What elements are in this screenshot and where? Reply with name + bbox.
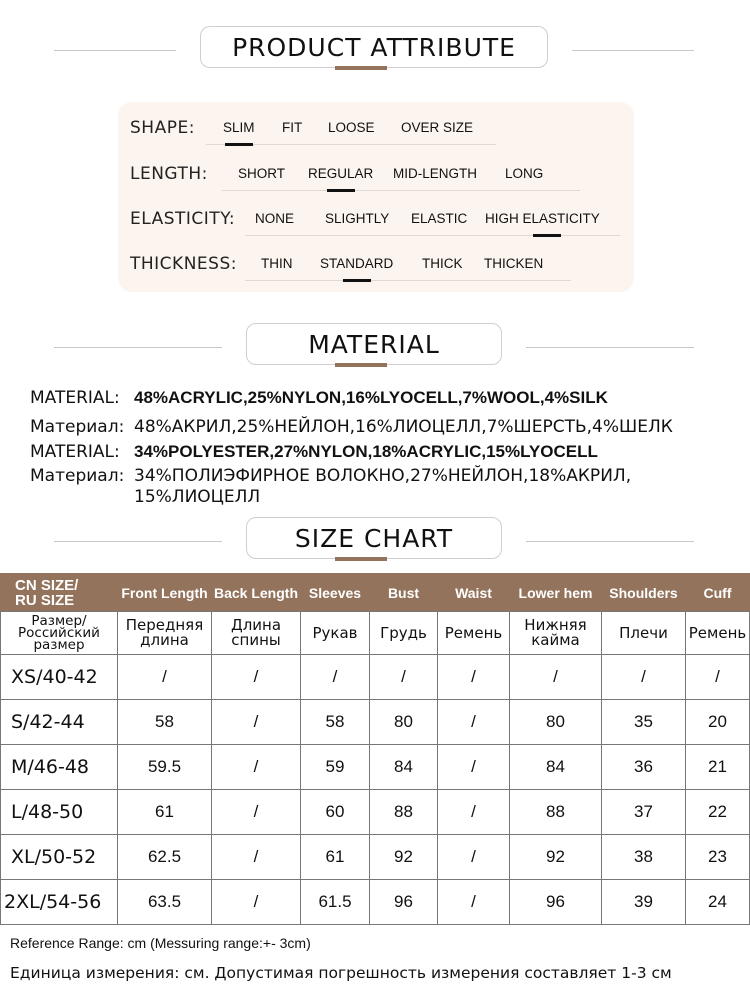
measurement-cell: 23 [686, 835, 750, 880]
measurement-cell: 80 [510, 700, 602, 745]
table-row [1, 835, 750, 880]
column-header: Lower hem [510, 574, 602, 612]
measurement-cell: 39 [602, 880, 686, 925]
attribute-card [118, 102, 634, 292]
attribute-baseline [245, 235, 620, 236]
measurement-cell: / [212, 655, 301, 700]
size-chart-table [0, 573, 750, 925]
size-cell: XS/40-42 [1, 655, 118, 700]
footnote-en: Reference Range: cm (Messuring range:+- 3cm) [10, 935, 311, 951]
attribute-option: STANDARD [320, 256, 394, 271]
column-header-ru: Ремень [438, 612, 510, 655]
column-header-ru: Длина спины [212, 612, 301, 655]
column-header-ru: Ремень [686, 612, 750, 655]
selected-indicator [343, 279, 371, 282]
table-row [1, 790, 750, 835]
measurement-cell: 58 [301, 700, 370, 745]
section-title: SIZE CHART [294, 523, 454, 553]
material-value: 34%ПОЛИЭФИРНОЕ ВОЛОКНО,27%НЕЙЛОН,18%АКРИЛ, [134, 466, 632, 486]
measurement-cell: 61 [118, 790, 212, 835]
section-header-material [0, 323, 750, 373]
section-header-product-attribute [0, 26, 750, 76]
column-header: Cuff [686, 574, 750, 612]
divider-right [572, 50, 694, 51]
table-row [1, 700, 750, 745]
attribute-option: HIGH ELASTICITY [485, 211, 600, 226]
attribute-option: FIT [282, 120, 303, 135]
table-header-row-en [1, 574, 750, 612]
measurement-cell: 20 [686, 700, 750, 745]
column-header-ru: Нижняя кайма [510, 612, 602, 655]
measurement-cell: / [438, 700, 510, 745]
material-value: 48%ACRYLIC,25%NYLON,16%LYOCELL,7%WOOL,4%SILK [134, 388, 608, 407]
measurement-cell: / [212, 745, 301, 790]
section-title: PRODUCT ATTRIBUTE [232, 32, 516, 62]
attribute-option: LONG [505, 166, 544, 181]
attribute-option: OVER SIZE [401, 120, 474, 135]
attribute-option: ELASTIC [411, 211, 468, 226]
title-accent-bar [335, 66, 387, 70]
title-accent-bar [335, 557, 387, 561]
measurement-cell: 58 [118, 700, 212, 745]
column-header-ru: Рукав [301, 612, 370, 655]
measurement-cell: 24 [686, 880, 750, 925]
size-cell: M/46-48 [1, 745, 118, 790]
measurement-cell: / [212, 880, 301, 925]
selected-indicator [533, 234, 561, 237]
selected-indicator [327, 189, 355, 192]
section-title-pill [246, 517, 502, 559]
divider-left [54, 541, 222, 542]
column-header: Shoulders [602, 574, 686, 612]
material-label: MATERIAL: [30, 388, 120, 408]
measurement-cell: / [438, 790, 510, 835]
attribute-label: LENGTH: [130, 164, 208, 184]
column-header-ru: Передняя длина [118, 612, 212, 655]
measurement-cell: 80 [370, 700, 438, 745]
section-title: MATERIAL [308, 329, 440, 359]
attribute-row-elasticity [130, 203, 630, 233]
attribute-option: THICK [422, 256, 463, 271]
size-cell: 2XL/54-56 [1, 880, 118, 925]
attribute-option: LOOSE [328, 120, 375, 135]
measurement-cell: 88 [510, 790, 602, 835]
attribute-option: THIN [261, 256, 293, 271]
attribute-option: NONE [255, 211, 295, 226]
measurement-cell: 37 [602, 790, 686, 835]
attribute-label: SHAPE: [130, 118, 195, 138]
divider-left [54, 347, 222, 348]
size-cell: L/48-50 [1, 790, 118, 835]
measurement-cell: 84 [510, 745, 602, 790]
table-row [1, 655, 750, 700]
material-value: 34%POLYESTER,27%NYLON,18%ACRYLIC,15%LYOCELL [134, 442, 598, 461]
attribute-row-shape [130, 112, 630, 142]
measurement-cell: / [438, 655, 510, 700]
footnote-ru: Единица измерения: см. Допустимая погрешность измерения составляет 1-3 см [10, 964, 672, 982]
attribute-option: SHORT [238, 166, 286, 181]
measurement-cell: 35 [602, 700, 686, 745]
column-header: Front Length [118, 574, 212, 612]
attribute-baseline [245, 280, 571, 281]
measurement-cell: 61 [301, 835, 370, 880]
measurement-cell: / [212, 835, 301, 880]
column-header: Sleeves [301, 574, 370, 612]
title-accent-bar [335, 363, 387, 367]
measurement-cell: 38 [602, 835, 686, 880]
material-label: Материал: [30, 417, 125, 437]
size-chart-body [1, 655, 750, 925]
measurement-cell: / [438, 835, 510, 880]
measurement-cell: 21 [686, 745, 750, 790]
measurement-cell: / [212, 790, 301, 835]
measurement-cell: / [370, 655, 438, 700]
material-line [30, 442, 598, 462]
measurement-cell: / [212, 700, 301, 745]
measurement-cell: 92 [370, 835, 438, 880]
attribute-option: MID-LENGTH [393, 166, 477, 181]
material-value-continuation: 15%ЛИОЦЕЛЛ [134, 487, 261, 507]
measurement-cell: 96 [510, 880, 602, 925]
measurement-cell: 22 [686, 790, 750, 835]
column-header-ru: Грудь [370, 612, 438, 655]
table-row [1, 745, 750, 790]
measurement-cell: 88 [370, 790, 438, 835]
attribute-label: THICKNESS: [130, 254, 237, 274]
measurement-cell: / [602, 655, 686, 700]
column-header: Waist [438, 574, 510, 612]
attribute-option: SLIGHTLY [325, 211, 390, 226]
section-header-size-chart [0, 517, 750, 567]
measurement-cell: / [118, 655, 212, 700]
size-cell: XL/50-52 [1, 835, 118, 880]
attribute-option: REGULAR [308, 166, 374, 181]
attribute-label: ELASTICITY: [130, 209, 236, 229]
measurement-cell: 62.5 [118, 835, 212, 880]
table-header-row-ru [1, 612, 750, 655]
measurement-cell: 84 [370, 745, 438, 790]
material-value: 48%АКРИЛ,25%НЕЙЛОН,16%ЛИОЦЕЛЛ,7%ШЕРСТЬ,4%ШЕЛК [134, 417, 673, 437]
measurement-cell: / [438, 745, 510, 790]
material-label: Материал: [30, 466, 125, 486]
attribute-option: THICKEN [484, 256, 544, 271]
measurement-cell: 59.5 [118, 745, 212, 790]
measurement-cell: 59 [301, 745, 370, 790]
measurement-cell: / [510, 655, 602, 700]
attribute-row-length [130, 158, 630, 188]
material-line [30, 388, 608, 408]
divider-right [526, 541, 694, 542]
column-header-ru: Размер/ Российский размер [1, 612, 118, 655]
attribute-option: SLIM [223, 120, 255, 135]
table-row [1, 880, 750, 925]
measurement-cell: 96 [370, 880, 438, 925]
section-title-pill [246, 323, 502, 365]
column-header: Back Length [212, 574, 301, 612]
measurement-cell: 60 [301, 790, 370, 835]
measurement-cell: 63.5 [118, 880, 212, 925]
material-label: MATERIAL: [30, 442, 120, 462]
attribute-baseline [222, 190, 580, 191]
measurement-cell: / [438, 880, 510, 925]
measurement-cell: 36 [602, 745, 686, 790]
column-header: Bust [370, 574, 438, 612]
section-title-pill [200, 26, 548, 68]
material-line [30, 466, 632, 486]
attribute-row-thickness [130, 248, 630, 278]
divider-right [526, 347, 694, 348]
measurement-cell: / [686, 655, 750, 700]
measurement-cell: / [301, 655, 370, 700]
column-header-ru: Плечи [602, 612, 686, 655]
selected-indicator [225, 143, 253, 146]
divider-left [54, 50, 176, 51]
measurement-cell: 92 [510, 835, 602, 880]
column-header: CN SIZE/ RU SIZE [1, 574, 118, 612]
measurement-cell: 61.5 [301, 880, 370, 925]
material-line [30, 417, 673, 437]
size-cell: S/42-44 [1, 700, 118, 745]
